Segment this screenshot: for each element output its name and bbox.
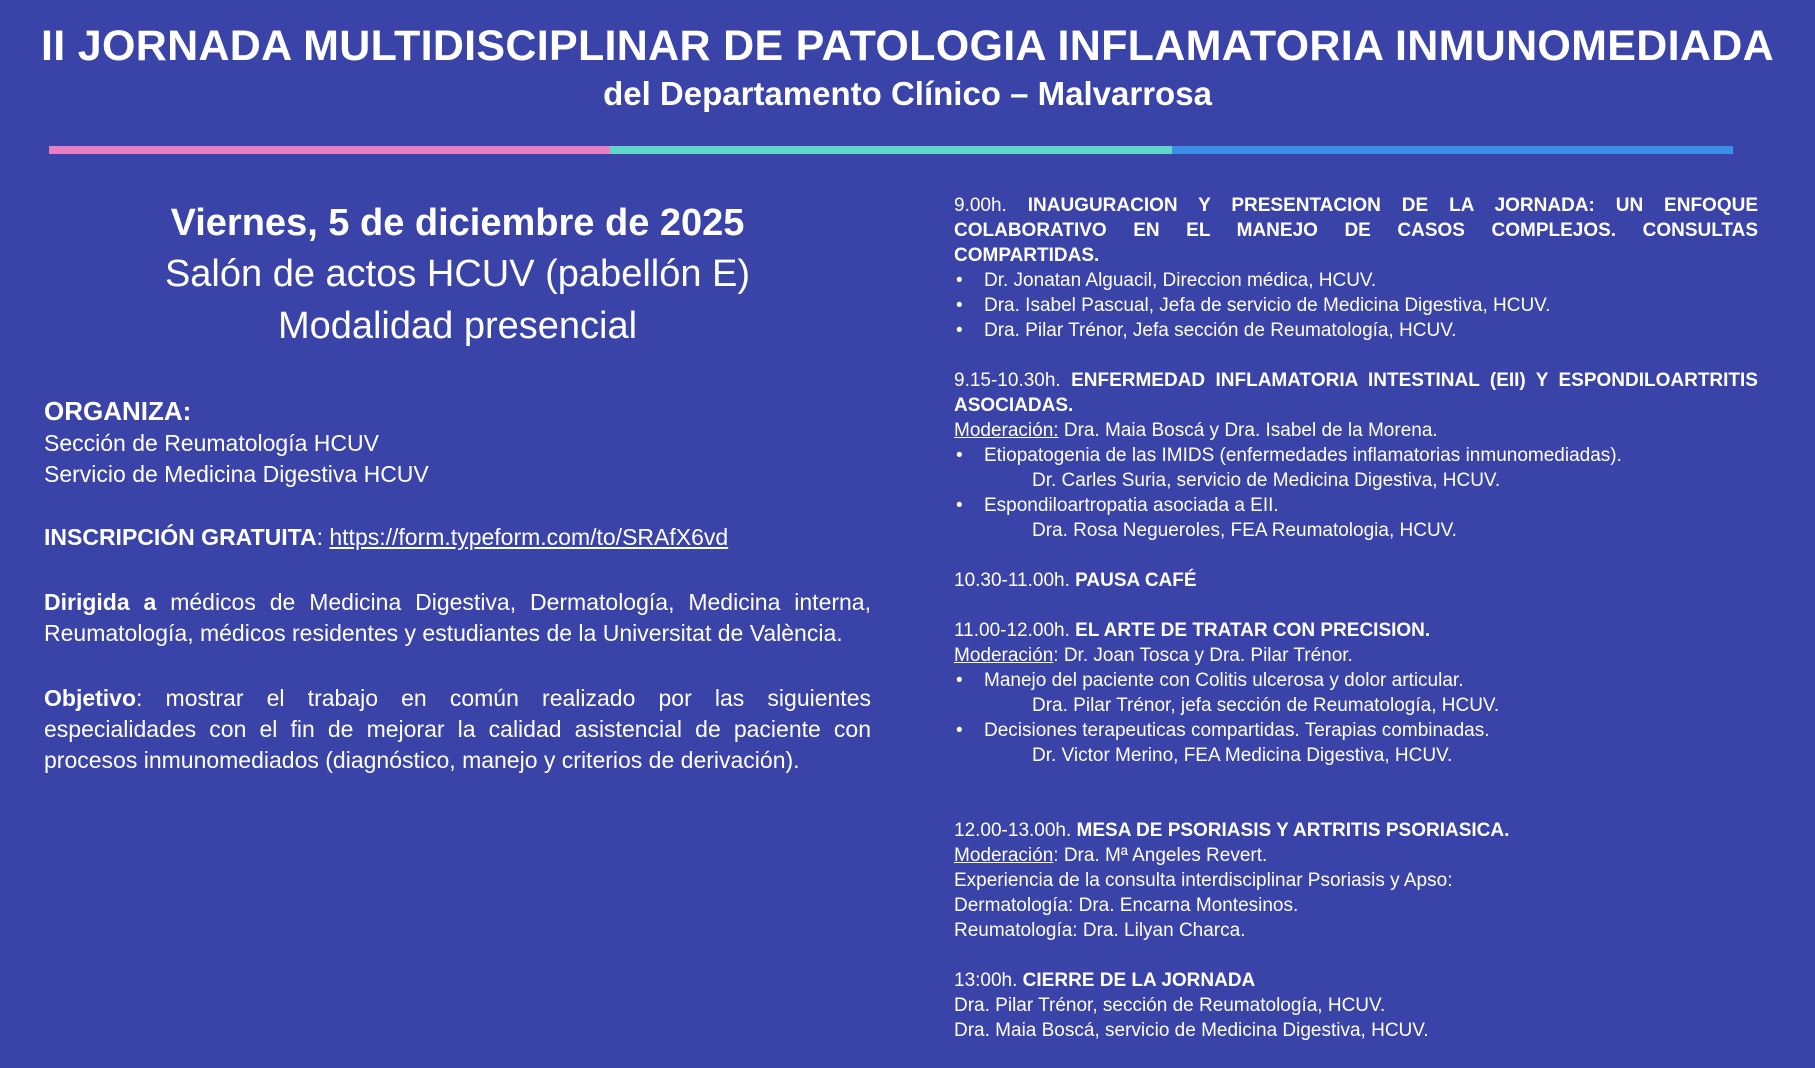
page-subtitle: del Departamento Clínico – Malvarrosa [603,75,1212,112]
talk-title: • Etiopatogenia de las IMIDS (enfermedades inflamatorias inmunomediadas). [954,443,1758,468]
moderation-label: Moderación [954,845,1054,866]
moderation-line [954,643,1758,668]
objective-text: : mostrar el trabajo en común realizado por las siguientes especialidades con el fin de mejorar la calidad asistencial de paciente con procesos inmunomediados (diagnóstico, manejo y criterios de derivación). [44,685,871,773]
moderation-text: : Dra. Mª Angeles Revert. [1053,845,1268,866]
moderation-text: : Dr. Joan Tosca y Dra. Pilar Trénor. [1053,645,1353,666]
session-title: MESA DE PSORIASIS Y ARTRITIS PSORIASICA. [1076,820,1510,841]
event-date: Viernes, 5 de diciembre de 2025 [170,202,745,244]
session-time: 9.15-10.30h. [954,370,1072,391]
session-line: Dermatología: Dra. Encarna Montesinos. [954,895,1299,916]
moderation-label: Moderación [954,645,1054,666]
session-line: Reumatología: Dra. Lilyan Charca. [954,920,1246,941]
session-time: 10.30-11.00h. [954,570,1076,591]
list-item: • Dra. Pilar Trénor, Jefa sección de Reumatología, HCUV. [954,318,1758,343]
talk-list [954,668,1758,693]
session-eii [954,368,1758,543]
organiza-line: Servicio de Medicina Digestiva HCUV [44,461,429,487]
session-title: PAUSA CAFÉ [1075,570,1197,591]
event-info [44,198,871,352]
left-column [44,198,871,776]
talk-title: • Manejo del paciente con Colitis ulcerosa y dolor articular. [954,668,1758,693]
event-mode: Modalidad presencial [277,305,638,347]
session-line: Dra. Maia Boscá, servicio de Medicina Digestiva, HCUV. [954,1020,1429,1041]
program-column [954,193,1758,1068]
session-header [954,618,1758,643]
session-line: Experiencia de la consulta interdisciplinar Psoriasis y Apso: [954,870,1453,891]
moderation-text: Dra. Maia Boscá y Dra. Isabel de la Morena. [1058,420,1438,441]
organiza-line: Sección de Reumatología HCUV [44,430,379,456]
registration-separator: : [316,524,330,550]
session-pausa [954,568,1758,593]
session-header [954,568,1758,593]
session-psoriasis [954,818,1758,943]
talk-list [954,443,1758,468]
objective-paragraph [44,683,871,776]
talk-speaker: Dra. Rosa Negueroles, FEA Reumatologia, HCUV. [1032,520,1457,541]
session-header [954,818,1758,843]
session-inauguracion [954,193,1758,343]
session-arte [954,618,1758,768]
talk-list [954,718,1758,743]
session-time: 12.00-13.00h. [954,820,1077,841]
session-title: INAUGURACION Y PRESENTACION DE LA JORNADA: UN ENFOQUE COLABORATIVO EN EL MANEJO DE CASOS COMPLEJOS. CONSULTAS COMPARTIDAS. [954,195,1759,266]
list-item: • Dra. Isabel Pascual, Jefa de servicio de Medicina Digestiva, HCUV. [954,293,1758,318]
color-divider [49,146,1733,154]
talk-title: • Decisiones terapeuticas compartidas. Terapias combinadas. [954,718,1758,743]
moderation-line [954,418,1758,443]
session-time: 9.00h. [954,195,1028,216]
objective-label: Objetivo [44,685,137,711]
session-time: 11.00-12.00h. [954,620,1076,641]
speaker-list [954,268,1758,343]
talk-list [954,493,1758,518]
session-title: EL ARTE DE TRATAR CON PRECISION. [1075,620,1431,641]
page-title: II JORNADA MULTIDISCIPLINAR DE PATOLOGIA INFLAMATORIA INMUNOMEDIADA [41,22,1774,70]
session-title: ENFERMEDAD INFLAMATORIA INTESTINAL (EII) Y ESPONDILOARTRITIS ASOCIADAS. [954,370,1758,416]
registration-label: INSCRIPCIÓN GRATUITA [44,524,317,550]
header [0,20,1815,116]
registration-link[interactable]: https://form.typeform.com/to/SRAfX6vd [329,524,729,550]
audience-label: Dirigida a [44,589,157,615]
registration [44,522,871,553]
talk-title: • Espondiloartropatia asociada a EII. [954,493,1758,518]
divider-teal-segment [610,146,1171,154]
audience-text: médicos de Medicina Digestiva, Dermatología, Medicina interna, Reumatología, médicos residentes y estudiantes de la Universitat de València. [44,589,871,646]
talk-speaker: Dra. Pilar Trénor, jefa sección de Reumatología, HCUV. [1032,695,1500,716]
divider-pink-segment [49,146,610,154]
session-title: CIERRE DE LA JORNADA [1022,970,1256,991]
session-header [954,193,1758,268]
session-cierre [954,968,1758,1043]
session-header [954,368,1758,418]
session-header [954,968,1758,993]
audience-paragraph [44,587,871,649]
event-venue: Salón de actos HCUV (pabellón E) [164,253,751,295]
session-line: Dra. Pilar Trénor, sección de Reumatología, HCUV. [954,995,1386,1016]
list-item: • Dr. Jonatan Alguacil, Direccion médica, HCUV. [954,268,1758,293]
moderation-line [954,843,1758,868]
session-time: 13:00h. [954,970,1023,991]
moderation-label: Moderación: [954,420,1059,441]
talk-speaker: Dr. Victor Merino, FEA Medicina Digestiva, HCUV. [1032,745,1453,766]
organiza-heading: ORGANIZA: [44,396,192,426]
talk-speaker: Dr. Carles Suria, servicio de Medicina Digestiva, HCUV. [1032,470,1501,491]
divider-blue-segment [1172,146,1733,154]
